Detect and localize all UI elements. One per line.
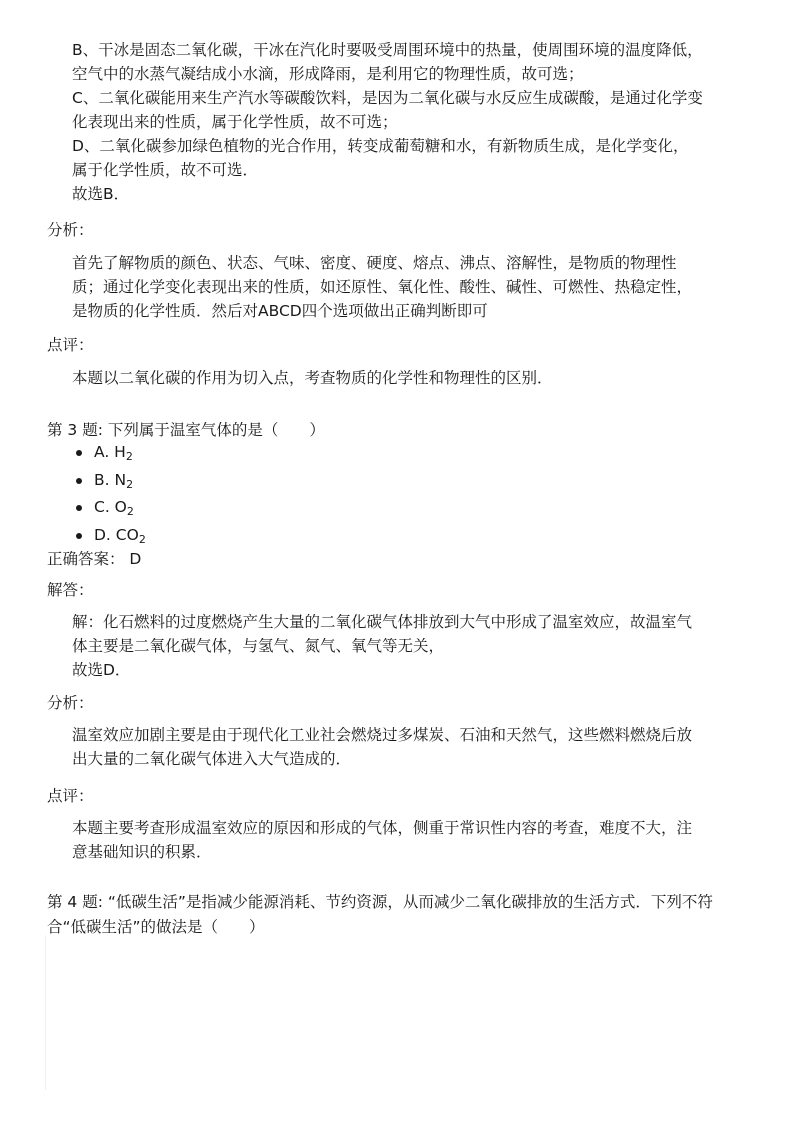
answer-line: 化表现出来的性质，属于化学性质，故不可选； xyxy=(72,113,398,131)
answer-line: 解：化石燃料的过度燃烧产生大量的二氧化碳气体排放到大气中形成了温室效应，故温室气 xyxy=(72,613,693,631)
answer-line: 故选B． xyxy=(72,185,130,203)
q2-comment-label: 点评： xyxy=(47,336,94,354)
answer-line: 体主要是二氧化碳气体，与氢气、氮气、氧气等无关， xyxy=(72,637,445,655)
answer-line: 故选D． xyxy=(72,661,131,679)
q2-comment-body xyxy=(72,366,732,390)
option-b: B. $N_2$ xyxy=(72,469,146,497)
analysis-line: 首先了解物质的颜色、状态、气味、密度、硬度、熔点、沸点、溶解性，是物质的物理性 xyxy=(72,254,677,272)
answer-line: C、二氧化碳能用来生产汽水等碳酸饮料，是因为二氧化碳与水反应生成碳酸，是通过化学变 xyxy=(72,89,703,107)
q3-answer-body xyxy=(72,610,732,682)
analysis-line: 温室效应加剧主要是由于现代化工业社会燃烧过多煤炭、石油和天然气，这些燃料燃烧后放 xyxy=(72,726,693,744)
comment-line: 本题以二氧化碳的作用为切入点，考查物质的化学性和物理性的区别． xyxy=(72,369,553,387)
q3-comment-body xyxy=(72,816,732,864)
answer-line: B、干冰是固态二氧化碳，干冰在汽化时要吸受周围环境中的热量，使周围环境的温度降低， xyxy=(72,41,703,59)
q3-stem xyxy=(47,418,767,443)
answer-line: 属于化学性质，故不可选． xyxy=(72,161,259,179)
q3-comment-label: 点评： xyxy=(47,787,94,805)
q3-correct-answer: 正确答案： D xyxy=(47,550,142,568)
q3-answer-label: 解答： xyxy=(47,581,94,599)
question-stem: 第 3 题: 下列属于温室气体的是（ ） xyxy=(47,421,325,439)
question-stem: 第 4 题: “低碳生活”是指减少能源消耗、节约资源，从而减少二氧化碳排放的生活方式．下列不符 xyxy=(47,893,713,911)
analysis-line: 是物质的化学性质．然后对ABCD四个选项做出正确判断即可 xyxy=(72,302,488,320)
q2-answer-body xyxy=(72,38,732,206)
option-a: A. $H_2$ xyxy=(72,441,146,469)
analysis-line: 出大量的二氧化碳气体进入大气造成的． xyxy=(72,750,352,768)
q2-analysis-label: 分析： xyxy=(47,221,94,239)
q4-stem xyxy=(47,890,767,940)
analysis-line: 质；通过化学变化表现出来的性质，如还原性、氧化性、酸性、碱性、可燃性、热稳定性， xyxy=(72,278,693,296)
left-margin-rule xyxy=(45,935,46,1090)
q3-options xyxy=(72,441,146,551)
answer-line: 空气中的水蒸气凝结成小水滴，形成降雨，是利用它的物理性质，故可选； xyxy=(72,65,584,83)
comment-line: 本题主要考查形成温室效应的原因和形成的气体，侧重于常识性内容的考查，难度不大，注 xyxy=(72,819,693,837)
q3-analysis-label: 分析： xyxy=(47,694,94,712)
option-c: C. $O_2$ xyxy=(72,496,146,524)
comment-line: 意基础知识的积累． xyxy=(72,843,212,861)
answer-line: D、二氧化碳参加绿色植物的光合作用，转变成葡萄糖和水，有新物质生成，是化学变化， xyxy=(72,137,689,155)
q2-analysis-body xyxy=(72,251,732,323)
q3-analysis-body xyxy=(72,723,732,771)
option-d: D. $CO_2$ xyxy=(72,524,146,552)
question-stem: 合“低碳生活”的做法是（ ） xyxy=(47,918,265,936)
